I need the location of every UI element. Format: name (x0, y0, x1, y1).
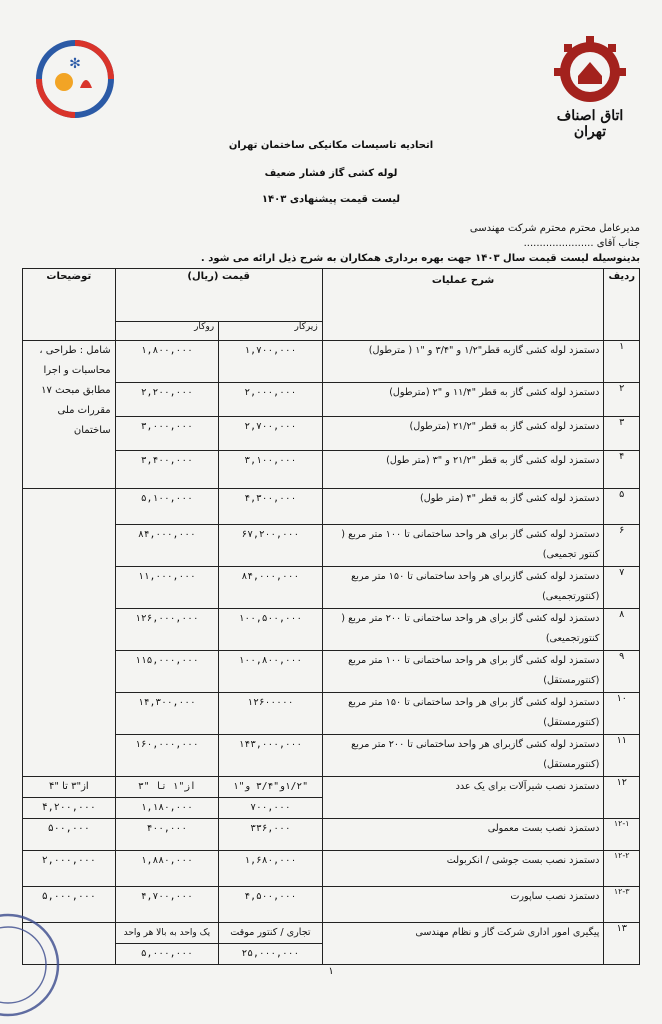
price-2: ۱,۸۸۰,۰۰۰ (115, 851, 219, 887)
valve-size-2: از"۱ تا "۳ (115, 777, 219, 798)
recipient-name-line: جناب آقای ...................... (523, 238, 640, 249)
gear-icon (550, 36, 630, 108)
row-number: ۱۰ (604, 693, 640, 735)
row-number: ۱۱ (604, 735, 640, 777)
price-concealed: ۶۷,۲۰۰,۰۰۰ (219, 525, 323, 567)
price-table (22, 268, 640, 965)
recipient-line: مدیرعامل محترم محترم شرکت مهندسی (469, 223, 640, 234)
row-number: ۱۲-۲ (604, 851, 640, 887)
price-concealed: ۴,۳۰۰,۰۰۰ (219, 489, 323, 525)
table-row (23, 489, 640, 525)
valve-price-3: ۴,۲۰۰,۰۰۰ (23, 798, 116, 819)
chamber-logo-text: اتاق اصناف تهران (556, 108, 624, 140)
row-number: ۷ (604, 567, 640, 609)
price-3: ۵۰۰,۰۰۰ (23, 819, 116, 851)
row-description: دستمزد لوله کشی گاز برای هر واحد ساختمانی تا ۱۰۰ متر مربع (کنتورمستقل) (322, 651, 604, 693)
table-row (23, 819, 640, 851)
row-number: ۳ (604, 417, 640, 451)
price-exposed: ۸۴,۰۰۰,۰۰۰ (115, 525, 219, 567)
stamp-icon (0, 910, 70, 1020)
price-1: ۴,۵۰۰,۰۰۰ (219, 887, 323, 923)
page-number: ۱ (328, 966, 334, 977)
price-concealed: ۱۲۶۰۰۰۰۰ (219, 693, 323, 735)
sub-concealed: زیرکار (219, 322, 323, 341)
price-concealed: ۱۴۳,۰۰۰,۰۰۰ (219, 735, 323, 777)
chamber-logo (540, 36, 640, 140)
price-1: ۱,۶۸۰,۰۰۰ (219, 851, 323, 887)
row-number: ۹ (604, 651, 640, 693)
row-number: ۴ (604, 451, 640, 489)
row-number: ۱۳ (604, 923, 640, 965)
valve-size-3: از"۳ تا "۴ (23, 777, 116, 798)
row-description: دستمزد نصب بست جوشی / انکربولت (322, 851, 604, 887)
table-row (23, 451, 640, 489)
admin-commercial-price: ۲۵,۰۰۰,۰۰۰ (219, 944, 323, 965)
notes-cell: شامل : طراحی ، محاسبات و اجرا مطابق مبحث ۱۷ مقررات ملی ساختمان (23, 341, 116, 489)
row-description: دستمزد لوله کشی گازبه قطر"۱/۲ و "۳/۴ و "۱ ( مترطول) (322, 341, 604, 383)
table-row (23, 609, 640, 651)
table-row (23, 651, 640, 693)
table-row (23, 693, 640, 735)
valve-price-1: ۷۰۰,۰۰۰ (219, 798, 323, 819)
row-description: دستمزد لوله کشی گاز برای هر واحد ساختمانی تا ۱۰۰ متر مربع ( کنتور تجمیعی) (322, 525, 604, 567)
table-row (23, 525, 640, 567)
price-2: ۴۰۰,۰۰۰ (115, 819, 219, 851)
admin-per-unit-label: یک واحد به بالا هر واحد (115, 923, 219, 944)
price-concealed: ۲,۷۰۰,۰۰۰ (219, 417, 323, 451)
col-price-header: قیمت (ریال) (115, 269, 322, 322)
row-description: پیگیری امور اداری شرکت گاز و نظام مهندسی (322, 923, 604, 965)
table-row (23, 417, 640, 451)
valve-price-2: ۱,۱۸۰,۰۰۰ (115, 798, 219, 819)
row-number: ۸ (604, 609, 640, 651)
row-description: دستمزد لوله کشی گاز برای هر واحد ساختمانی تا ۲۰۰ متر مربع ( کنتورتجمیعی) (322, 609, 604, 651)
price-exposed: ۱۲۶,۰۰۰,۰۰۰ (115, 609, 219, 651)
notes-empty (23, 489, 116, 777)
intro-line: بدینوسیله لیست قیمت سال ۱۴۰۳ جهت بهره برداری همکاران به شرح ذیل ارائه می شود . (200, 253, 640, 264)
union-logo-icon (34, 38, 116, 120)
price-exposed: ۳,۰۰۰,۰۰۰ (115, 417, 219, 451)
table-row (23, 851, 640, 887)
col-desc-header: شرح عملیات (322, 269, 604, 341)
price-concealed: ۱,۷۰۰,۰۰۰ (219, 341, 323, 383)
row-number: ۱۲ (604, 777, 640, 819)
row-description: دستمزد لوله کشی گاز به قطر "۲۱/۲ و "۳ (متر طول) (322, 451, 604, 489)
table-row-admin (23, 923, 640, 944)
col-row-header: ردیف (604, 269, 640, 341)
table-row-valves (23, 777, 640, 798)
col-notes-header: توضیحات (23, 269, 116, 341)
price-exposed: ۲,۲۰۰,۰۰۰ (115, 383, 219, 417)
row-number: ۱ (604, 341, 640, 383)
price-exposed: ۱۶۰,۰۰۰,۰۰۰ (115, 735, 219, 777)
price-list-title: لیست قیمت پیشنهادی ۱۴۰۳ (261, 194, 401, 205)
price-3: ۲,۰۰۰,۰۰۰ (23, 851, 116, 887)
price-concealed: ۳,۱۰۰,۰۰۰ (219, 451, 323, 489)
row-number: ۱۲-۱ (604, 819, 640, 851)
admin-commercial-label: تجاری / کنتور موقت (219, 923, 323, 944)
table-header-row (23, 269, 640, 322)
row-description: دستمزد لوله کشی گازبرای هر واحد ساختمانی تا ۱۵۰ متر مربع (کنتورتجمیعی) (322, 567, 604, 609)
price-2: ۴,۷۰۰,۰۰۰ (115, 887, 219, 923)
union-title: اتحادیه تاسیسات مکانیکی ساختمان تهران (228, 140, 434, 151)
price-exposed: ۵,۱۰۰,۰۰۰ (115, 489, 219, 525)
admin-per-unit-price: ۵,۰۰۰,۰۰۰ (115, 944, 219, 965)
svg-text:✻: ✻ (69, 56, 81, 72)
row-description: دستمزد نصب ساپورت (322, 887, 604, 923)
row-description: دستمزد لوله کشی گازبرای هر واحد ساختمانی تا ۲۰۰ متر مربع (کنتورمستقل) (322, 735, 604, 777)
price-exposed: ۱۱۵,۰۰۰,۰۰۰ (115, 651, 219, 693)
row-number: ۱۲-۳ (604, 887, 640, 923)
table-row (23, 887, 640, 923)
row-description: دستمزد لوله کشی گاز برای هر واحد ساختمانی تا ۱۵۰ متر مربع (کنتورمستقل) (322, 693, 604, 735)
table-row (23, 567, 640, 609)
valve-size-1: "۱/۲و"۳/۴ و"۱ (219, 777, 323, 798)
sub-exposed: روکار (115, 322, 219, 341)
price-exposed: ۱۴,۳۰۰,۰۰۰ (115, 693, 219, 735)
row-number: ۵ (604, 489, 640, 525)
table-row (23, 735, 640, 777)
row-description: دستمزد لوله کشی گاز به قطر "۲۱/۲ (مترطول) (322, 417, 604, 451)
row-description: دستمزد نصب شیرآلات برای یک عدد (322, 777, 604, 819)
price-concealed: ۱۰۰,۵۰۰,۰۰۰ (219, 609, 323, 651)
row-description: دستمزد نصب بست معمولی (322, 819, 604, 851)
price-exposed: ۱,۸۰۰,۰۰۰ (115, 341, 219, 383)
document-title: لوله کشی گاز فشار ضعیف (264, 168, 398, 179)
price-exposed: ۳,۴۰۰,۰۰۰ (115, 451, 219, 489)
price-concealed: ۱۰۰,۸۰۰,۰۰۰ (219, 651, 323, 693)
row-number: ۶ (604, 525, 640, 567)
price-3: ۵,۰۰۰,۰۰۰ (23, 887, 116, 923)
table-row (23, 341, 640, 383)
row-description: دستمزد لوله کشی گاز به قطر "۴ (متر طول) (322, 489, 604, 525)
row-description: دستمزد لوله کشی گاز به قطر "۱۱/۴ و "۲ (مترطول) (322, 383, 604, 417)
row-number: ۲ (604, 383, 640, 417)
price-1: ۳۳۶,۰۰۰ (219, 819, 323, 851)
price-concealed: ۲,۰۰۰,۰۰۰ (219, 383, 323, 417)
price-exposed: ۱۱,۰۰۰,۰۰۰ (115, 567, 219, 609)
price-concealed: ۸۴,۰۰۰,۰۰۰ (219, 567, 323, 609)
table-row (23, 383, 640, 417)
